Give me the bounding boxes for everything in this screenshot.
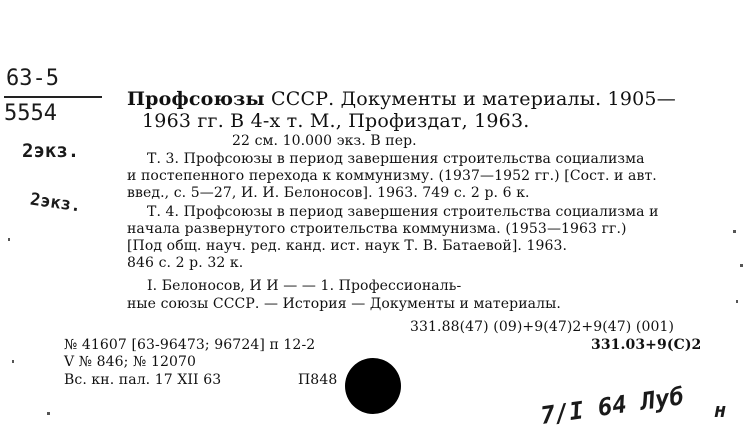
- entry-heading-bold: Профсоюзы: [127, 88, 265, 110]
- vol4-line4: 846 с. 2 р. 32 к.: [127, 255, 244, 271]
- tracing-line1: I. Белоносов, И И — — 1. Профессиональ-: [147, 278, 462, 294]
- edge-speck: [740, 264, 743, 267]
- physical-description: 22 см. 10.000 экз. В пер.: [232, 133, 417, 149]
- edge-speck: [736, 300, 738, 303]
- edge-speck: [733, 230, 736, 233]
- vol4-line1: Т. 4. Профсоюзы в период завершения строительства социализма и: [147, 204, 659, 220]
- handwritten-corner-mark: н: [714, 398, 727, 422]
- copies-note-2: 2экз.: [28, 189, 83, 217]
- edge-speck: [12, 360, 14, 363]
- shelf-mark-divider: [4, 96, 102, 98]
- entry-heading-rest: СССР. Документы и материалы. 1905—: [270, 88, 676, 110]
- print-code: П848: [298, 372, 338, 388]
- shelf-mark-top: 63-5: [6, 66, 59, 91]
- volume-register: V № 846; № 12070: [64, 354, 196, 370]
- vol3-line2: и постепенного перехода к коммунизму. (1937—1952 гг.) [Сост. и авт.: [127, 168, 657, 184]
- edge-speck: [47, 412, 50, 415]
- classification-1: 331.88(47) (09)+9(47)2+9(47) (001): [410, 319, 675, 335]
- edge-speck: [8, 238, 10, 241]
- entry-heading-line1: [127, 88, 676, 110]
- registration-number: № 41607 [63-96473; 96724] п 12-2: [64, 337, 316, 353]
- tracing-line2: ные союзы СССР. — История — Документы и материалы.: [127, 296, 561, 312]
- copies-note-1: 2экз.: [22, 140, 80, 162]
- vol4-line3: [Под общ. науч. ред. канд. ист. наук Т. В. Батаевой]. 1963.: [127, 238, 568, 254]
- vol3-line1: Т. 3. Профсоюзы в период завершения строительства социализма: [147, 151, 645, 167]
- chamber-date: Вс. кн. пал. 17 XII 63: [64, 372, 222, 388]
- shelf-mark-bottom: 5554: [4, 101, 57, 126]
- vol3-line3: введ., с. 5—27, И. И. Белоносов]. 1963. 749 с. 2 р. 6 к.: [127, 185, 530, 201]
- handwritten-signature: 7/I 64 Луб: [538, 382, 686, 430]
- punch-hole-blot: [345, 358, 401, 414]
- vol4-line2: начала развернутого строительства коммунизма. (1953—1963 гг.): [127, 221, 627, 237]
- entry-heading-line2: 1963 гг. В 4-х т. М., Профиздат, 1963.: [142, 110, 530, 132]
- classification-2: 331.03+9(С)2: [591, 337, 702, 353]
